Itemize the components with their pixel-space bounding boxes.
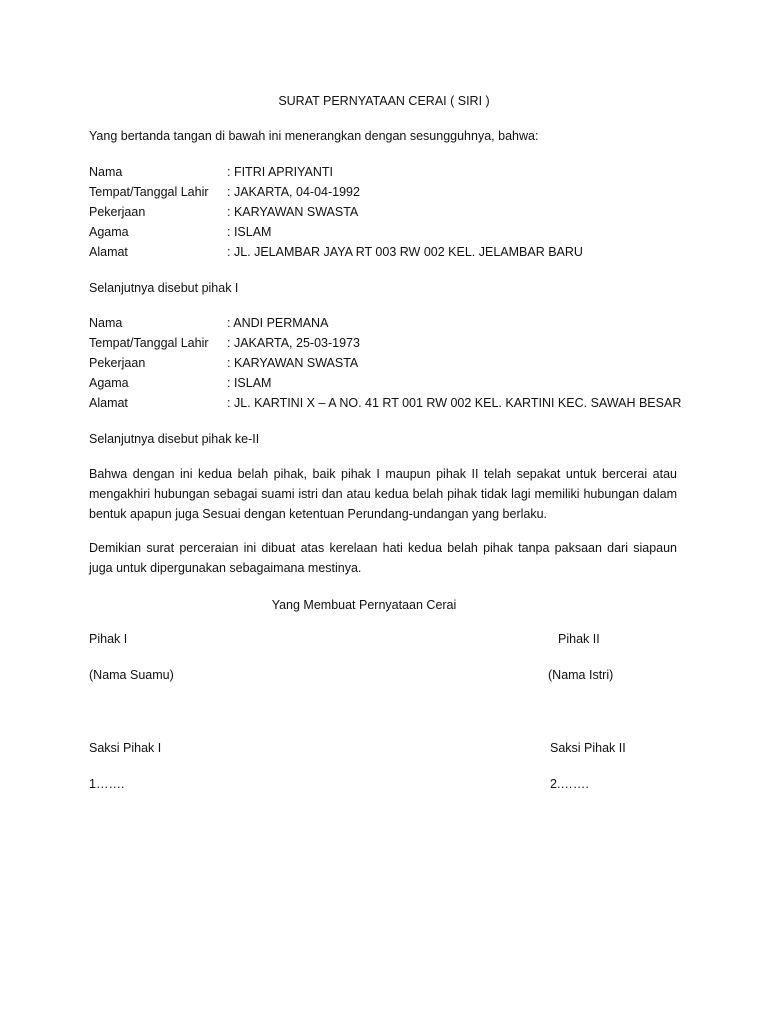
party2-caption: Selanjutnya disebut pihak ke-II: [89, 432, 260, 446]
witness2-number: 2.…….: [550, 777, 589, 791]
wife-name-placeholder: (Nama Istri): [548, 668, 614, 682]
field-label: Alamat: [89, 245, 128, 259]
party1-row-agama: [89, 226, 689, 242]
field-label: Nama: [89, 165, 123, 179]
party1-caption: Selanjutnya disebut pihak I: [89, 281, 239, 295]
party2-row-nama: [89, 317, 689, 333]
field-value: : ISLAM: [227, 225, 272, 239]
signature-heading: Yang Membuat Pernyataan Cerai: [271, 598, 457, 612]
party1-row-ttl: [89, 186, 689, 202]
field-value: : JL. JELAMBAR JAYA RT 003 RW 002 KEL. JELAMBAR BARU: [227, 245, 583, 259]
party2-row-alamat: [89, 397, 689, 413]
agreement-paragraph: Bahwa dengan ini kedua belah pihak, baik pihak I maupun pihak II telah sepakat untuk bercerai atau mengakhiri hubungan sebagai suami istri dan atau kedua belah pihak tidak lagi memiliki hubungan dalam bentuk apapun juga Sesuai dengan ketentuan Perundang-undangan yang berlaku.: [89, 467, 677, 521]
party2-row-agama: [89, 377, 689, 393]
husband-name-placeholder: (Nama Suamu): [89, 668, 174, 682]
document-title: SURAT PERNYATAAN CERAI ( SIRI ): [278, 94, 490, 108]
field-value: : ANDI PERMANA: [227, 316, 329, 330]
field-value: : KARYAWAN SWASTA: [227, 205, 359, 219]
intro-text: Yang bertanda tangan di bawah ini menerangkan dengan sesungguhnya, bahwa:: [89, 129, 539, 143]
field-label: Pekerjaan: [89, 205, 146, 219]
field-value: : JAKARTA, 04-04-1992: [227, 185, 360, 199]
field-value: : FITRI APRIYANTI: [227, 165, 334, 179]
field-value: : ISLAM: [227, 376, 272, 390]
field-label: Tempat/Tanggal Lahir: [89, 185, 209, 199]
party1-signature-label: Pihak I: [89, 632, 128, 646]
field-label: Agama: [89, 225, 129, 239]
party2-row-pekerjaan: [89, 357, 689, 373]
field-label: Nama: [89, 316, 123, 330]
field-label: Alamat: [89, 396, 128, 410]
party2-row-ttl: [89, 337, 689, 353]
field-label: Pekerjaan: [89, 356, 146, 370]
party1-row-nama: [89, 166, 689, 182]
witness1-label: Saksi Pihak I: [89, 741, 162, 755]
party2-signature-label: Pihak II: [558, 632, 600, 646]
party1-row-pekerjaan: [89, 206, 689, 222]
witness1-number: 1…….: [89, 777, 125, 791]
field-label: Tempat/Tanggal Lahir: [89, 336, 209, 350]
field-value: : JAKARTA, 25-03-1973: [227, 336, 360, 350]
closing-paragraph: Demikian surat perceraian ini dibuat atas kerelaan hati kedua belah pihak tanpa paksaan dari siapaun juga untuk dipergunakan sebagaimana mestinya.: [89, 541, 677, 575]
field-label: Agama: [89, 376, 129, 390]
field-value: : KARYAWAN SWASTA: [227, 356, 359, 370]
field-value: : JL. KARTINI X – A NO. 41 RT 001 RW 002 KEL. KARTINI KEC. SAWAH BESAR: [227, 396, 682, 410]
party1-row-alamat: [89, 246, 689, 262]
witness2-label: Saksi Pihak II: [550, 741, 626, 755]
